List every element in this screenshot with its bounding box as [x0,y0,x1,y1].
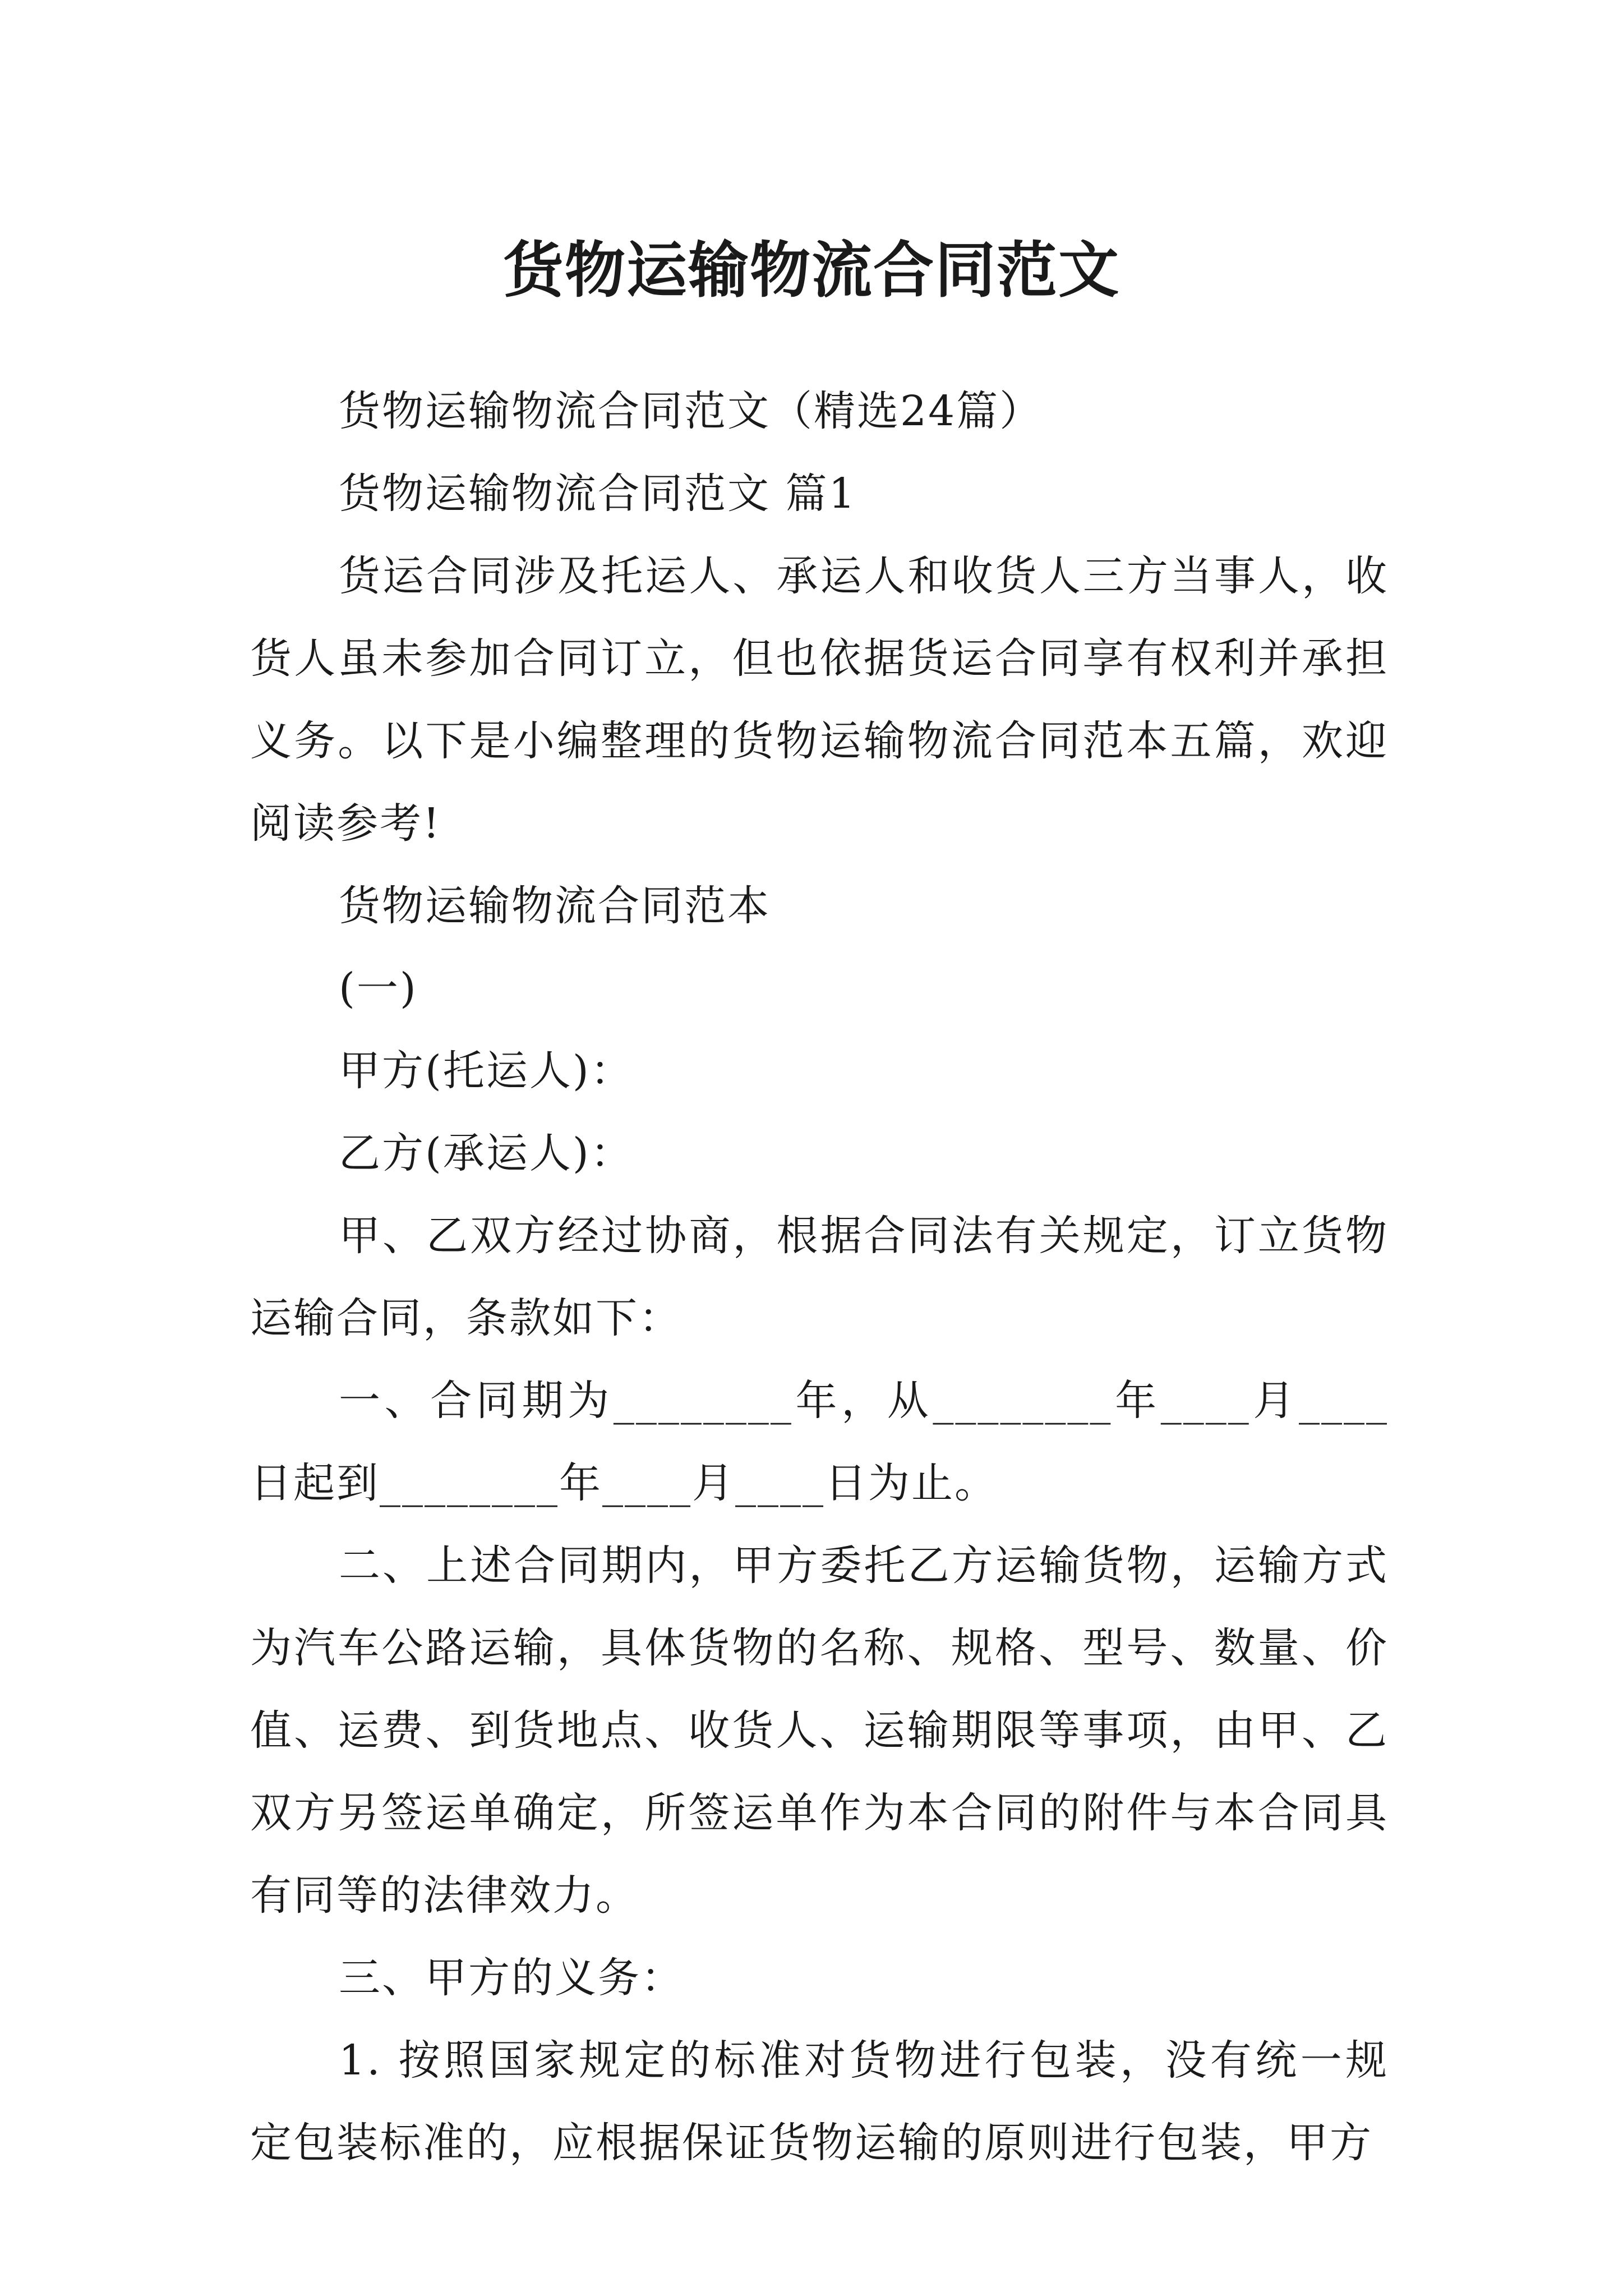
section-heading: 货物运输物流合同范文 篇1 [339,470,857,518]
clause-1: 一、合同期为________年，从________年____月____日起到________年____月____日为止。 [250,1377,1389,1507]
party-b-line: 乙方(承运人)： [339,1129,634,1177]
contract-heading: 货物运输物流合同范本 [339,882,771,930]
document-title: 货物运输物流合同范文 [502,235,1120,306]
contract-number: (一) [339,964,418,1013]
intro-paragraph: 货运合同涉及托运人、承运人和收货人三方当事人，收货人虽未参加合同订立，但也依据货运合同享有权利并承担义务。以下是小编整理的货物运输物流合同范本五篇，欢迎阅读参考! [250,552,1389,848]
clause-3-item-1: 1. 按照国家规定的标准对货物进行包装，没有统一规定包装标准的，应根据保证货物运输的原则进行包装，甲方 [250,2036,1389,2167]
preamble-paragraph: 甲、乙双方经过协商，根据合同法有关规定，订立货物运输合同，条款如下： [250,1212,1389,1342]
clause-3-heading: 三、甲方的义务： [339,1954,684,2002]
document-body [250,370,1389,2184]
party-a-line: 甲方(托运人)： [339,1047,634,1095]
clause-2: 二、上述合同期内，甲方委托乙方运输货物，运输方式为汽车公路运输，具体货物的名称、规格、型号、数量、价值、运费、到货地点、收货人、运输期限等事项，由甲、乙双方另签运单确定，所签运单作为本合同的附件与本合同具有同等的法律效力。 [250,1542,1389,1920]
subtitle-paragraph: 货物运输物流合同范文（精选24篇） [339,387,1043,435]
